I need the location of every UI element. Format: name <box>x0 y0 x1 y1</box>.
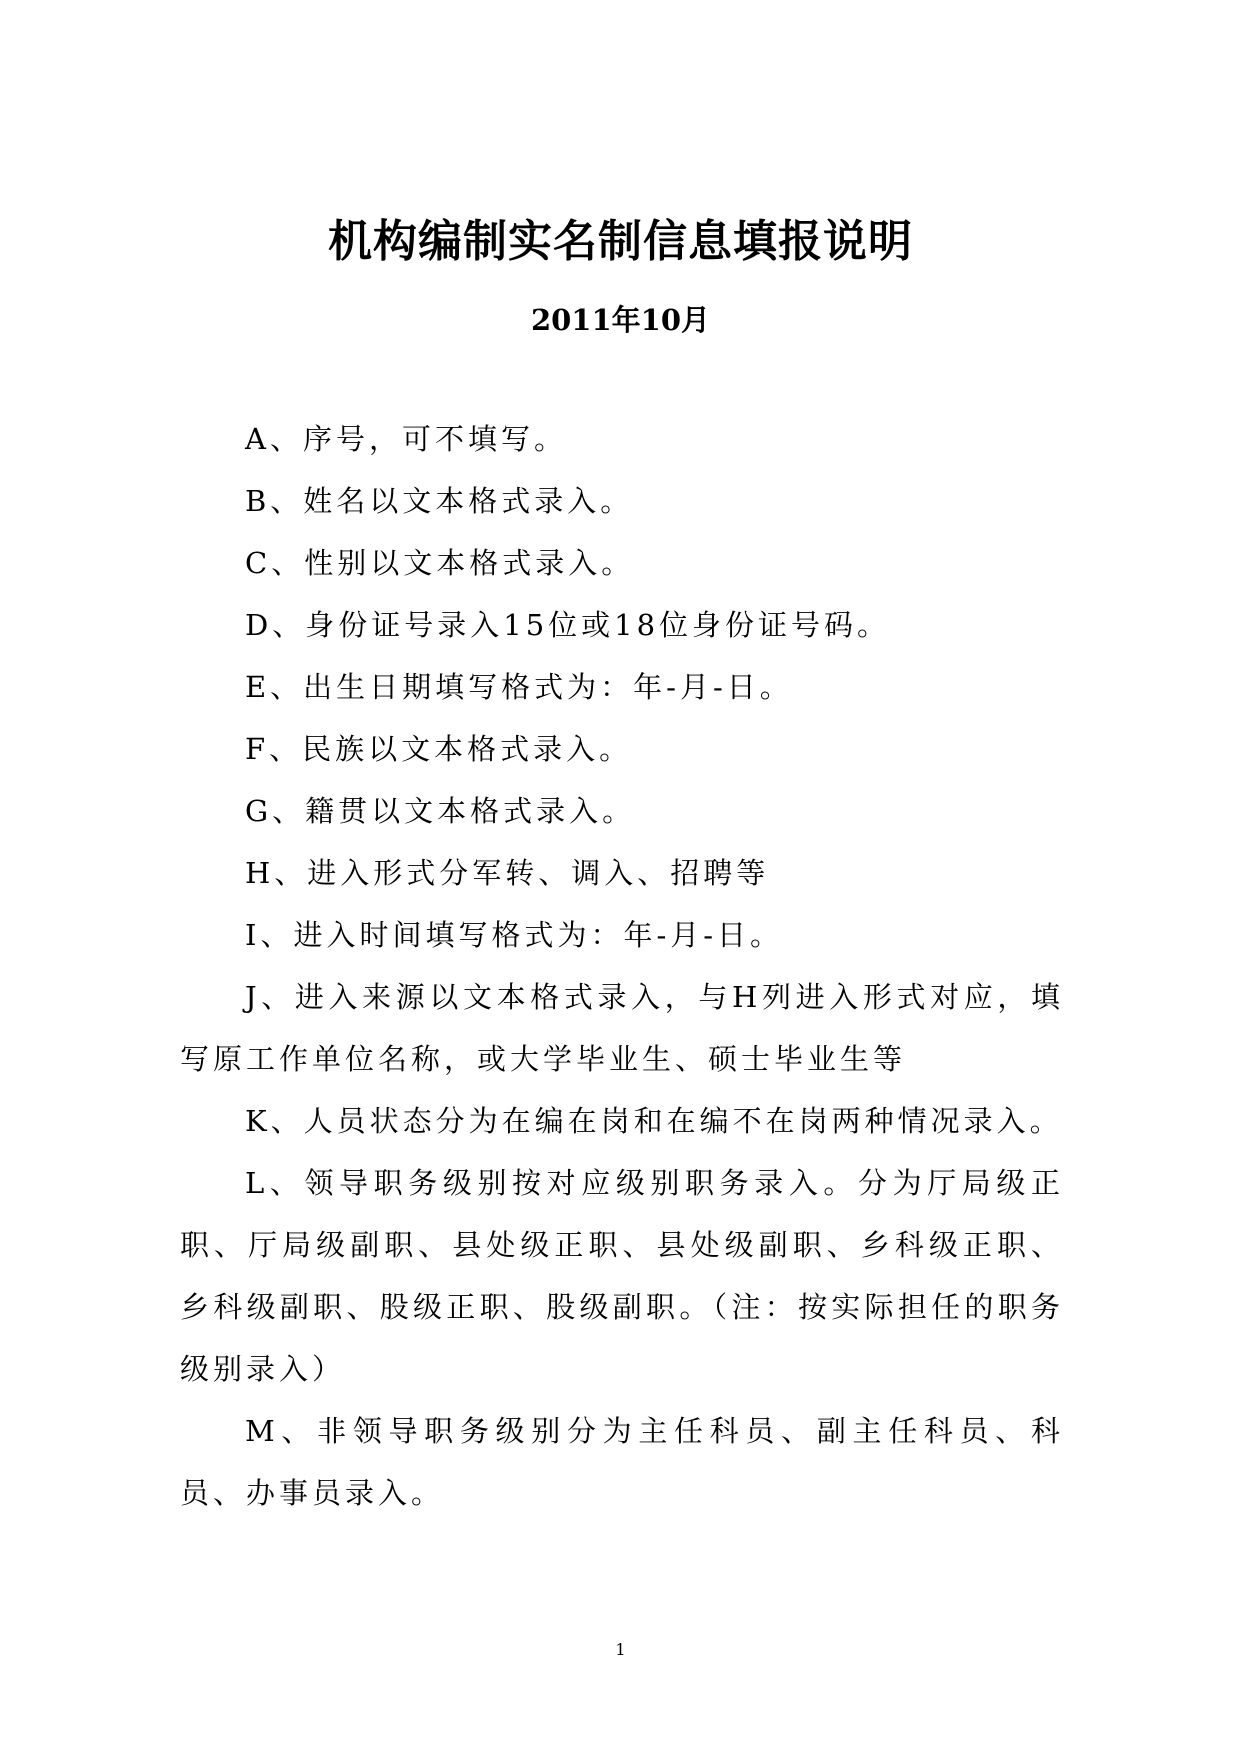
instructions-body <box>180 408 1064 1524</box>
instruction-item-e: E、出生日期填写格式为：年-月-日。 <box>245 670 793 704</box>
instruction-item-j: J、进入来源以文本格式录入，与H列进入形式对应，填写原工作单位名称，或大学毕业生、硕士毕业生等 <box>180 980 1064 1076</box>
instruction-item-h: H、进入形式分军转、调入、招聘等 <box>245 856 770 890</box>
instruction-item-f: F、民族以文本格式录入。 <box>245 732 633 766</box>
instruction-item-g: G、籍贯以文本格式录入。 <box>245 794 636 828</box>
instruction-item-d: D、身份证号录入15位或18位身份证号码。 <box>245 608 891 642</box>
instruction-item-m: M、非领导职务级别分为主任科员、副主任科员、科员、办事员录入。 <box>180 1414 1064 1510</box>
instruction-item-c: C、性别以文本格式录入。 <box>245 546 635 580</box>
instruction-item-k: K、人员状态分为在编在岗和在编不在岗两种情况录入。 <box>245 1104 1063 1138</box>
instruction-item-b: B、姓名以文本格式录入。 <box>245 484 634 518</box>
document-title: 机构编制实名制信息填报说明 <box>328 216 913 267</box>
instruction-item-l: L、领导职务级别按对应级别职务录入。分为厅局级正职、厅局级副职、县处级正职、县处级副职、乡科级正职、乡科级副职、股级正职、股级副职。（注：按实际担任的职务级别录入） <box>180 1166 1064 1386</box>
instruction-item-i: I、进入时间填写格式为：年-月-日。 <box>245 918 784 952</box>
instruction-item-a: A、序号，可不填写。 <box>245 422 567 456</box>
document-date: 2011年10月 <box>530 303 711 337</box>
page-number: 1 <box>615 1640 626 1659</box>
